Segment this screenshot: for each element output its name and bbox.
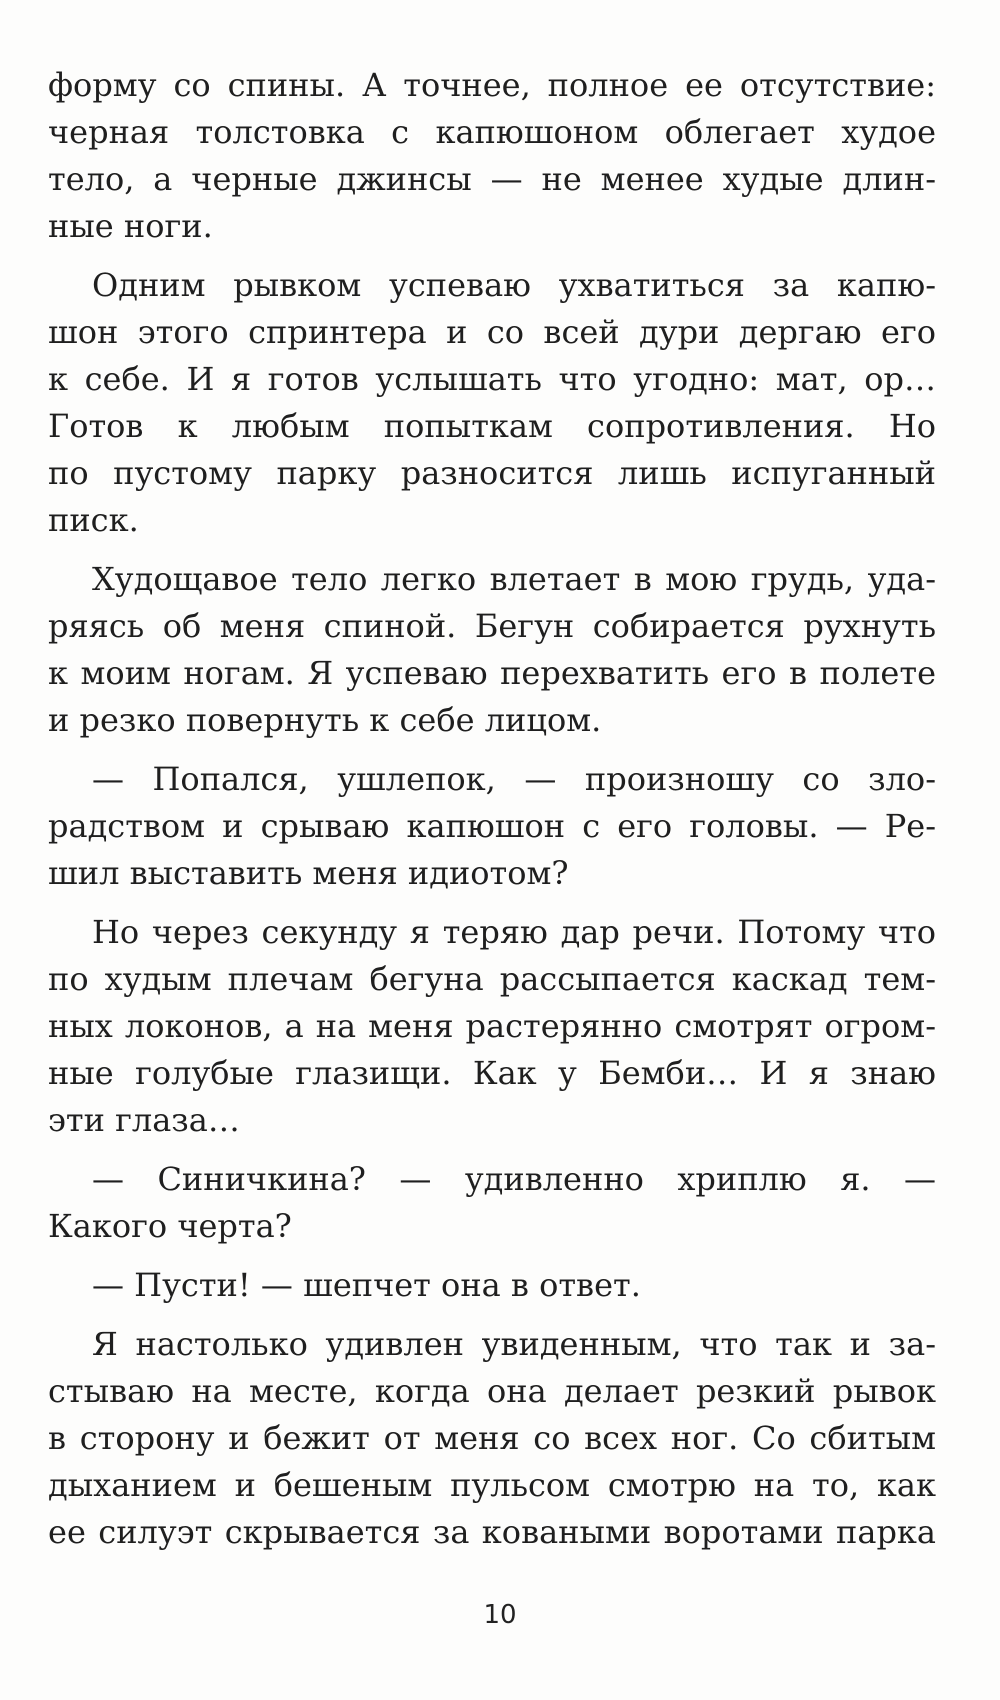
text-line: форму со спины. А точнее, полное ее отсутствие: [48,66,936,104]
text-line: в сторону и бежит от меня со всех ног. Со сбитым [48,1419,936,1457]
text-line: по худым плечам бегуна рассыпается каскад тем- [48,960,936,998]
text-line: — Синичкина? — удивленно хриплю я. — [92,1160,936,1198]
text-line: черная толстовка с капюшоном облегает худое [48,113,936,151]
text-line: эти глаза… [48,1101,240,1139]
text-line: к моим ногам. Я успеваю перехватить его в полете [48,654,936,692]
paragraph [48,556,936,744]
text-line: дыханием и бешеным пульсом смотрю на то, как [48,1466,936,1504]
paragraph [48,1262,936,1309]
text-line: Какого черта? [48,1207,292,1245]
text-line: Готов к любым попыткам сопротивления. Но [48,407,936,445]
text-line: ряясь об меня спиной. Бегун собирается рухнуть [48,607,936,645]
text-line: ее силуэт скрывается за коваными воротами парка [48,1513,936,1551]
text-line: шил выставить меня идиотом? [48,854,569,892]
paragraph [48,1156,936,1250]
text-line: Я настолько удивлен увиденным, что так и за- [92,1325,936,1363]
text-line: тело, а черные джинсы — не менее худые длин- [48,160,936,198]
paragraph [48,62,936,250]
page-number: 10 [483,1600,517,1630]
text-line: ные ноги. [48,207,213,245]
text-line: — Пусти! — шепчет она в ответ. [92,1266,641,1304]
paragraph [48,262,936,544]
text-line: Худощавое тело легко влетает в мою грудь, уда- [92,560,936,598]
text-line: радством и срываю капюшон с его головы. — Ре- [48,807,936,845]
text-line: ных локонов, а на меня растерянно смотрят огром- [48,1007,936,1045]
text-line: ные голубые глазищи. Как у Бемби… И я знаю [48,1054,936,1092]
text-line: — Попался, ушлепок, — произношу со зло- [92,760,936,798]
text-line: и резко повернуть к себе лицом. [48,701,602,739]
text-line: по пустому парку разносится лишь испуганный [48,454,936,492]
text-line: Но через секунду я теряю дар речи. Потому что [92,913,936,951]
text-line: к себе. И я готов услышать что угодно: мат, ор… [48,360,936,398]
text-line: Одним рывком успеваю ухватиться за капю- [92,266,936,304]
text-line: стываю на месте, когда она делает резкий рывок [48,1372,936,1410]
paragraph [48,1321,936,1556]
text-line: писк. [48,501,139,539]
page-body-text [48,62,936,1556]
paragraph [48,756,936,897]
text-line: шон этого спринтера и со всей дури дергаю его [48,313,936,351]
paragraph [48,909,936,1144]
